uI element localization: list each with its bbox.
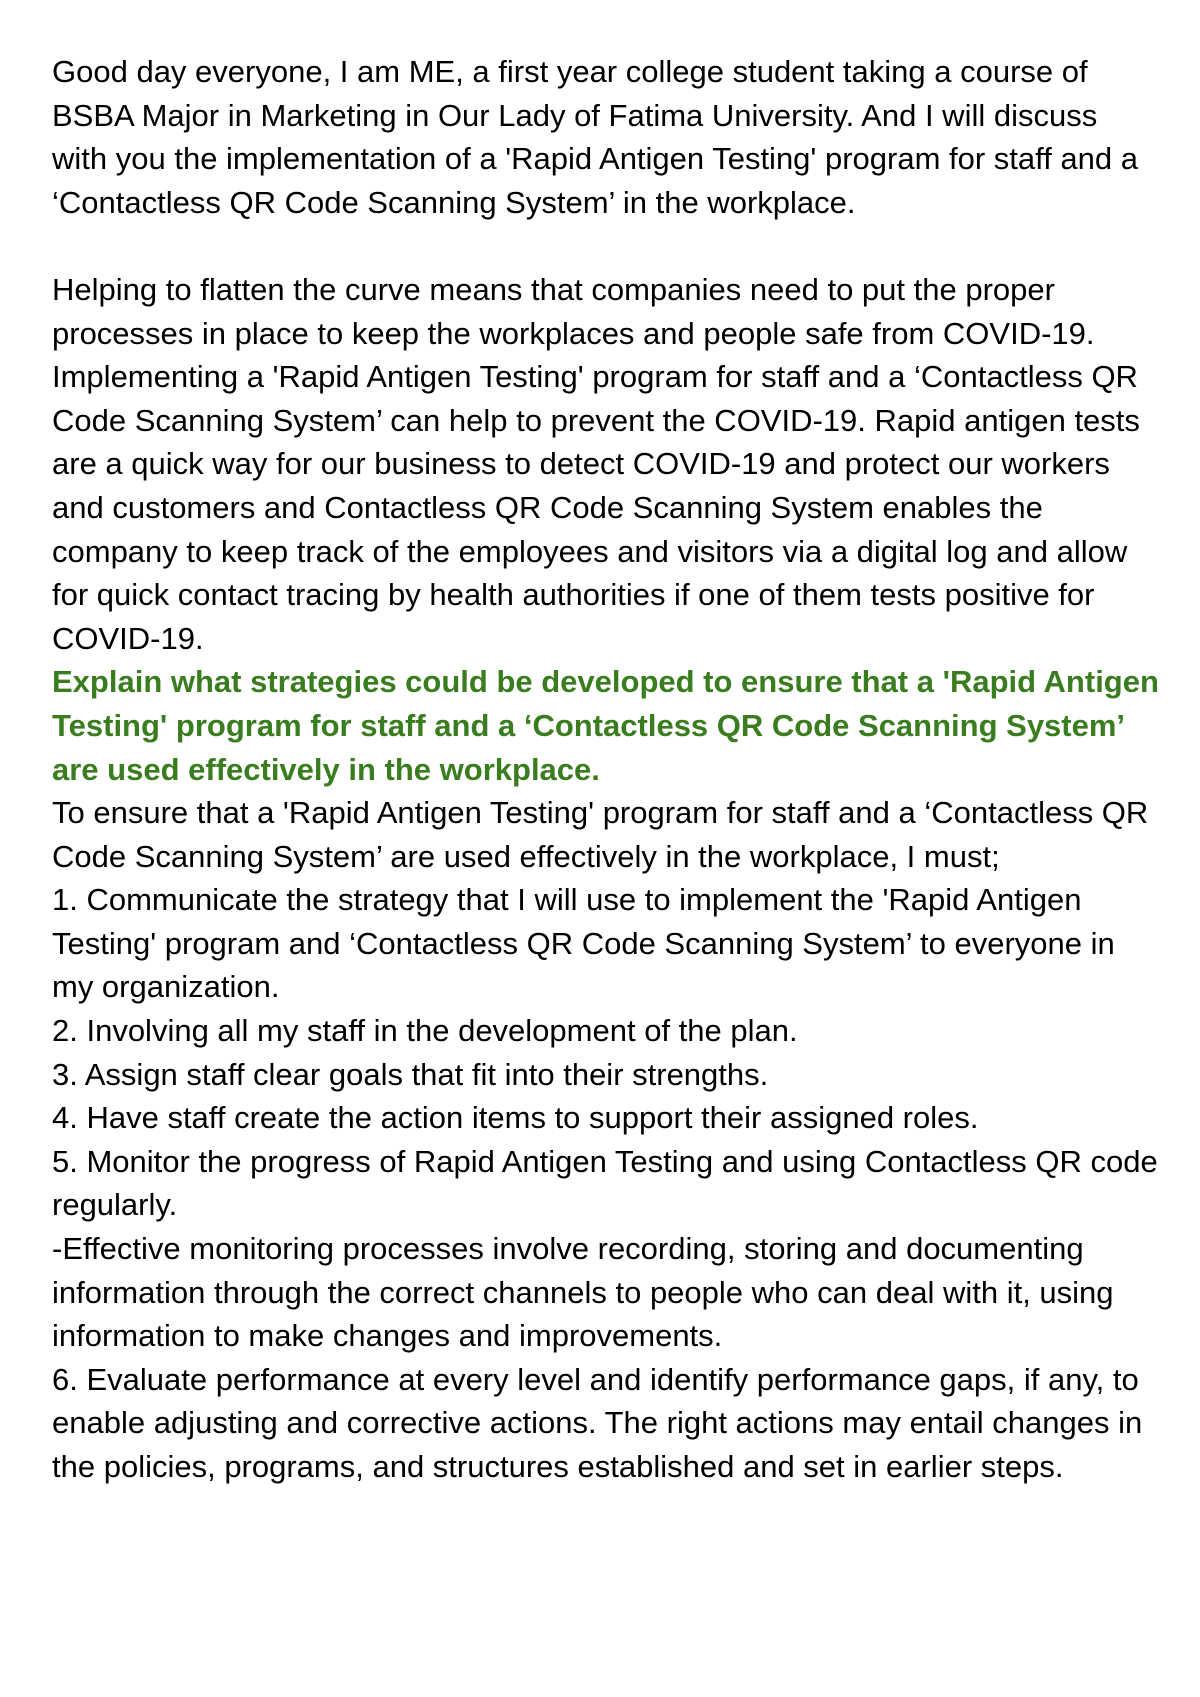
answer-intro-paragraph: To ensure that a 'Rapid Antigen Testing' program for staff and a ‘Contactless QR Code Scanning System’ are used effectively in the workplace, I must; [52, 795, 1149, 874]
list-item: 6. Evaluate performance at every level and identify performance gaps, if any, to enable adjusting and corrective actions. The right actions may entail changes in the policies, programs, and structures established and set in earlier steps. [52, 1361, 1143, 1484]
list-item: 3. Assign staff clear goals that fit into their strengths. [52, 1056, 769, 1092]
question-heading: Explain what strategies could be developed to ensure that a 'Rapid Antigen Testing' program for staff and a ‘Contactless QR Code Scanning System’ are used effectively in the workplace. [52, 664, 1159, 787]
list-item: 2. Involving all my staff in the development of the plan. [52, 1013, 798, 1049]
intro-paragraph: Good day everyone, I am ME, a first year college student taking a course of BSBA Major in Marketing in Our Lady of Fatima University. And I will discuss with you the implementation of a 'Rapid Antigen Testing' program for staff and a ‘Contactless QR Code Scanning System’ in the workplace. [52, 54, 1138, 220]
list-item: 5. Monitor the progress of Rapid Antigen Testing and using Contactless QR code regularly. [52, 1143, 1158, 1223]
strategy-list [52, 878, 1160, 1488]
list-item: -Effective monitoring processes involve recording, storing and documenting information through the correct channels to people who can deal with it, using information to make changes and improvements. [52, 1231, 1114, 1354]
list-item: 4. Have staff create the action items to support their assigned roles. [52, 1100, 979, 1136]
list-item: 1. Communicate the strategy that I will use to implement the 'Rapid Antigen Testing' program and ‘Contactless QR Code Scanning System’ to everyone in my organization. [52, 882, 1115, 1005]
background-paragraph: Helping to flatten the curve means that companies need to put the proper processes in place to keep the workplaces and people safe from COVID-19. Implementing a 'Rapid Antigen Testing' program for staff and a ‘Contactless QR Code Scanning System’ can help to prevent the COVID-19. Rapid antigen tests are a quick way for our business to detect COVID-19 and protect our workers and customers and Contactless QR Code Scanning System enables the company to keep track of the employees and visitors via a digital log and allow for quick contact tracing by health authorities if one of them tests positive for COVID-19. [52, 271, 1140, 656]
